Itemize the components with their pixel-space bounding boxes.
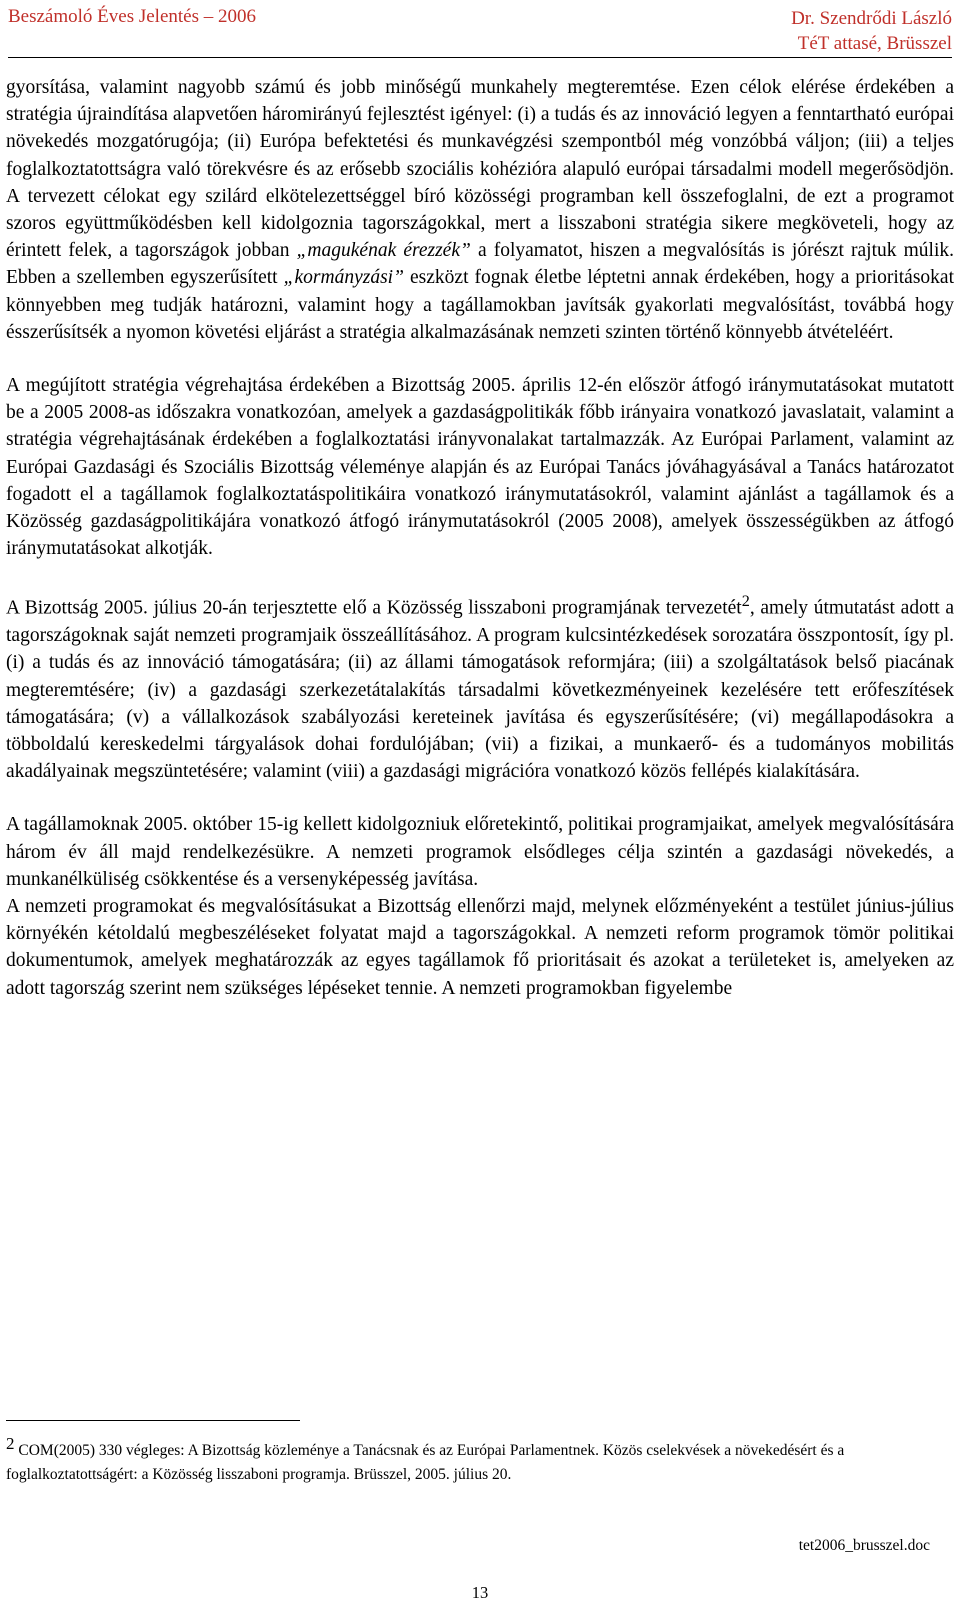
footnote-divider bbox=[6, 1420, 300, 1421]
header-author-role: TéT attasé, Brüsszel bbox=[797, 33, 952, 54]
footnote bbox=[6, 1432, 880, 1487]
header-report-title: Beszámoló Éves Jelentés – 2006 bbox=[8, 6, 257, 27]
footnote-reference: 2 bbox=[741, 592, 750, 611]
paragraph-lisbon-programme bbox=[6, 588, 954, 785]
paragraph-member-states: A tagállamoknak 2005. október 15-ig kellett kidolgozniuk előretekintő, politikai programjaikat, amelyek megvalósítására három év áll majd rendelkezésükre. A nemzeti programok elsődleges célja szintén a gazdasági növekedés, a munkanélküliség csökkentése és a versenyképesség javítása. bbox=[6, 814, 954, 890]
paragraph-guidelines: A megújított stratégia végrehajtása érdekében a Bizottság 2005. április 12-én először átfogó iránymutatásokat mutatott be a 2005 2008-as időszakra vonatkozóan, amelyek a gazdaságpolitikák főbb irányaira vonatkozó javaslatait, valamint a stratégia végrehajtásának érdekében a foglalkoztatási irányvonalakat tartalmazzák. Az Európai Parlament, valamint az Európai Gazdasági és Szociális Bizottság véleménye alapján és az Európai Tanács jóváhagyásával a Tanács határozatot fogadott el a tagállamok foglalkoztatáspolitikáira vonatkozó iránymutatásokról, valamint ajánlást a tagállamok és a Közösség gazdaságpolitikájára vonatkozó átfogó iránymutatásokról (2005 2008), amelyek összességükben az átfogó iránymutatásokat alkotják. bbox=[6, 375, 954, 560]
paragraph-text: A Bizottság 2005. július 20-án terjesztette elő a Közösség lisszaboni programjának tervezetét bbox=[6, 597, 742, 619]
paragraph-national-programmes: A nemzeti programokat és megvalósításukat a Bizottság ellenőrzi majd, melynek előzményeként a testület június-július környékén kétoldalú megbeszéléseket folyatat majd a tagországokkal. A nemzeti reform programok tömör politikai dokumentumok, amelyek meghatározzák az egyes tagállamok fő prioritásait és azokat a területeket is, amelyeken az adott tagország szerint nem szükséges lépéseket tennie. A nemzeti programokban figyelembe bbox=[6, 895, 954, 999]
paragraph-text: gyorsítása, valamint nagyobb számú és jobb minőségű munkahely megteremtése. Ezen célok elérése érdekében a stratégia újraindítása alapvetően háromirányú fejlesztést igényel: (i) a tudás és az innováció legyen a fenntartható európai növekedés mozgatórugója; (ii) Európa befektetési és munkavégzési szempontból még vonzóbbá váljon; (iii) a teljes foglalkoztatottságra való törekvésre és az erősebb szociális kohézióra alapuló európai társadalmi modell megerősödjön. A tervezett célokat egy szilárd elkötelezettséggel bíró közösségi programban kell összefoglalni, de ezt a programot szoros együttműködésben kell kidolgoznia tagországokkal, mert a lisszaboni stratégia sikere megköveteli, hogy az érintett felek, a tagországok jobban bbox=[6, 77, 954, 262]
header-divider bbox=[8, 57, 952, 58]
emphasis-text: „kormányzási” bbox=[283, 267, 404, 289]
emphasis-text: „magukénak érezzék” bbox=[296, 240, 471, 262]
body-text bbox=[6, 74, 954, 1002]
paragraph-text: , amely útmutatást adott a tagországoknak saját nemzeti programjaik összeállításához. A program kulcsintézkedések sorozatára összpontosít, így pl. (i) a tudás és az innováció támogatására; (ii) az állami támogatások reformjára; (iii) a szolgáltatások belső piacának megteremtésére; (iv) a gazdasági szerkezetátalakítás társadalmi következményeinek kezelésére tett erőfeszítések támogatására; (v) a vállalkozások szabályozási kereteinek javítása és egyszerűsítésére; (vi) megállapodásokra a többoldalú kereskedelmi tárgyalások dohai fordulójában; (vii) a fizikai, a munkaerő- és a tudományos mobilitás akadályainak megszüntetésére; valamint (viii) a gazdasági migrációra vonatkozó közös fellépés kialakítására. bbox=[6, 597, 955, 783]
page-number: 13 bbox=[471, 1583, 489, 1602]
header-author-name: Dr. Szendrődi László bbox=[791, 8, 952, 29]
paragraph-text: eszközt fognak életbe léptetni annak érdekében, hogy a prioritásokat könnyebben meg tudják határozni, valamint hogy a tagállamokban javítsák gyakorlati megvalósítást, továbbá hogy ésszerűsítsék a nyomon követési eljárást a stratégia alkalmazásának nemzeti szinten történő könnyebb átvételéért. bbox=[6, 267, 954, 343]
footnote-text: COM(2005) 330 végleges: A Bizottság közleménye a Tanácsnak és az Európai Parlamentnek. Közös cselekvések a növekedésért és a foglalkoztatottságért: a Közösség lisszaboni programja. Brüsszel, 2005. július 20. bbox=[6, 1442, 845, 1484]
paragraph-strategy bbox=[6, 74, 954, 346]
page-header bbox=[8, 4, 952, 54]
footnote-marker: 2 bbox=[6, 1434, 15, 1453]
document-filename: tet2006_brusszel.doc bbox=[798, 1537, 930, 1554]
header-author-block bbox=[791, 6, 952, 56]
paragraph-text: a folyamatot, hiszen a megvalósítás is jórészt rajtuk múlik. Ebben a szellemben egyszerűsített bbox=[6, 240, 954, 289]
